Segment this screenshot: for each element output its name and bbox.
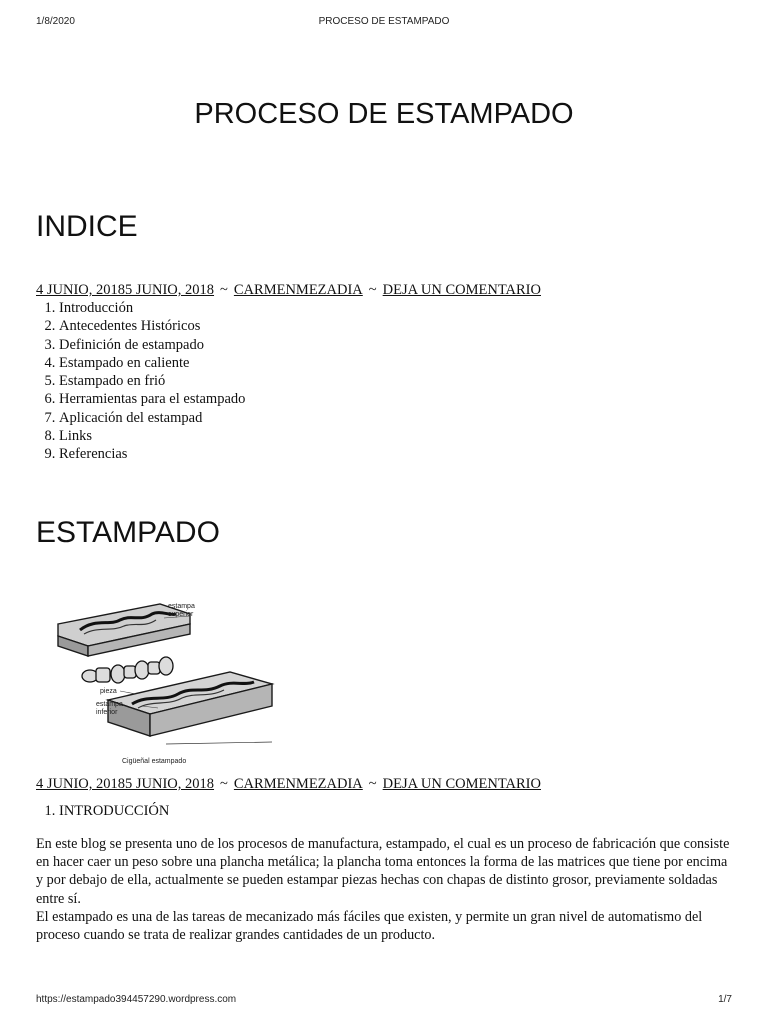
comment-link[interactable]: DEJA UN COMENTARIO [382, 282, 541, 298]
toc-item: 7. Aplicación del estampad [59, 409, 245, 427]
site-title[interactable]: PROCESO DE ESTAMPADO [194, 98, 574, 130]
toc-item: 6. Herramientas para el estampado [59, 390, 245, 408]
label-lower-die-2: inferior [96, 709, 118, 716]
body-paragraph: El estampado es una de las tareas de mecanizado más fáciles que existen, y permite un gran nivel de automatismo del proceso cuando se trata de realizar grandes cantidades de un producto. [36, 908, 703, 944]
post-meta-estampado [36, 776, 541, 793]
toc-item: 5. Estampado en frió [59, 372, 245, 390]
table-of-contents [36, 299, 245, 464]
post-meta-indice [36, 282, 541, 299]
print-date: 1/8/2020 [36, 16, 75, 27]
print-url: https://estampado394457290.wordpress.com [36, 994, 237, 1005]
post-title-estampado[interactable]: ESTAMPADO [36, 516, 220, 549]
intro-heading: 1. INTRODUCCIÓN [59, 802, 169, 820]
intro-heading-list [36, 802, 169, 820]
meta-separator: ~ [220, 776, 228, 792]
print-header [36, 16, 732, 30]
post-title-indice[interactable]: INDICE [36, 210, 138, 243]
body-paragraph: En este blog se presenta uno de los procesos de manufactura, estampado, el cual es un proceso de fabricación que consiste en hacer caer un peso sobre una plancha metálica; la plancha toma entonces la forma de las matrices que tiene por encima y por debajo de ella, actualmente se pueden estampar piezas hechas con chapas de distinto grosor, previamente soldadas entre sí. [36, 836, 730, 907]
figure-caption: Cigüeñal estampado [122, 758, 187, 765]
meta-separator: ~ [368, 776, 377, 792]
print-footer [36, 994, 732, 1008]
toc-item: 3. Definición de estampado [59, 336, 245, 354]
post-date-link[interactable]: 4 JUNIO, 20185 JUNIO, 2018 [36, 776, 215, 792]
toc-item: 2. Antecedentes Históricos [59, 317, 245, 335]
label-upper-die-2: superior [168, 611, 194, 618]
print-page-number: 1/7 [718, 994, 732, 1005]
toc-item: 9. Referencias [59, 445, 245, 463]
label-lower-die-1: estampa [96, 701, 123, 708]
toc-item: 1. Introducción [59, 299, 245, 317]
post-date-link[interactable]: 4 JUNIO, 20185 JUNIO, 2018 [36, 282, 215, 298]
crankshaft-die-figure [40, 596, 280, 768]
meta-separator: ~ [220, 282, 228, 298]
meta-separator: ~ [368, 282, 377, 298]
post-body [36, 835, 736, 944]
label-piece: pieza [100, 688, 117, 695]
label-upper-die-1: estampa [168, 603, 195, 610]
print-page-title: PROCESO DE ESTAMPADO [318, 16, 450, 27]
comment-link[interactable]: DEJA UN COMENTARIO [382, 776, 541, 792]
author-link[interactable]: CARMENMEZADIA [233, 776, 363, 792]
toc-item: 8. Links [59, 427, 245, 445]
toc-item: 4. Estampado en caliente [59, 354, 245, 372]
author-link[interactable]: CARMENMEZADIA [233, 282, 363, 298]
